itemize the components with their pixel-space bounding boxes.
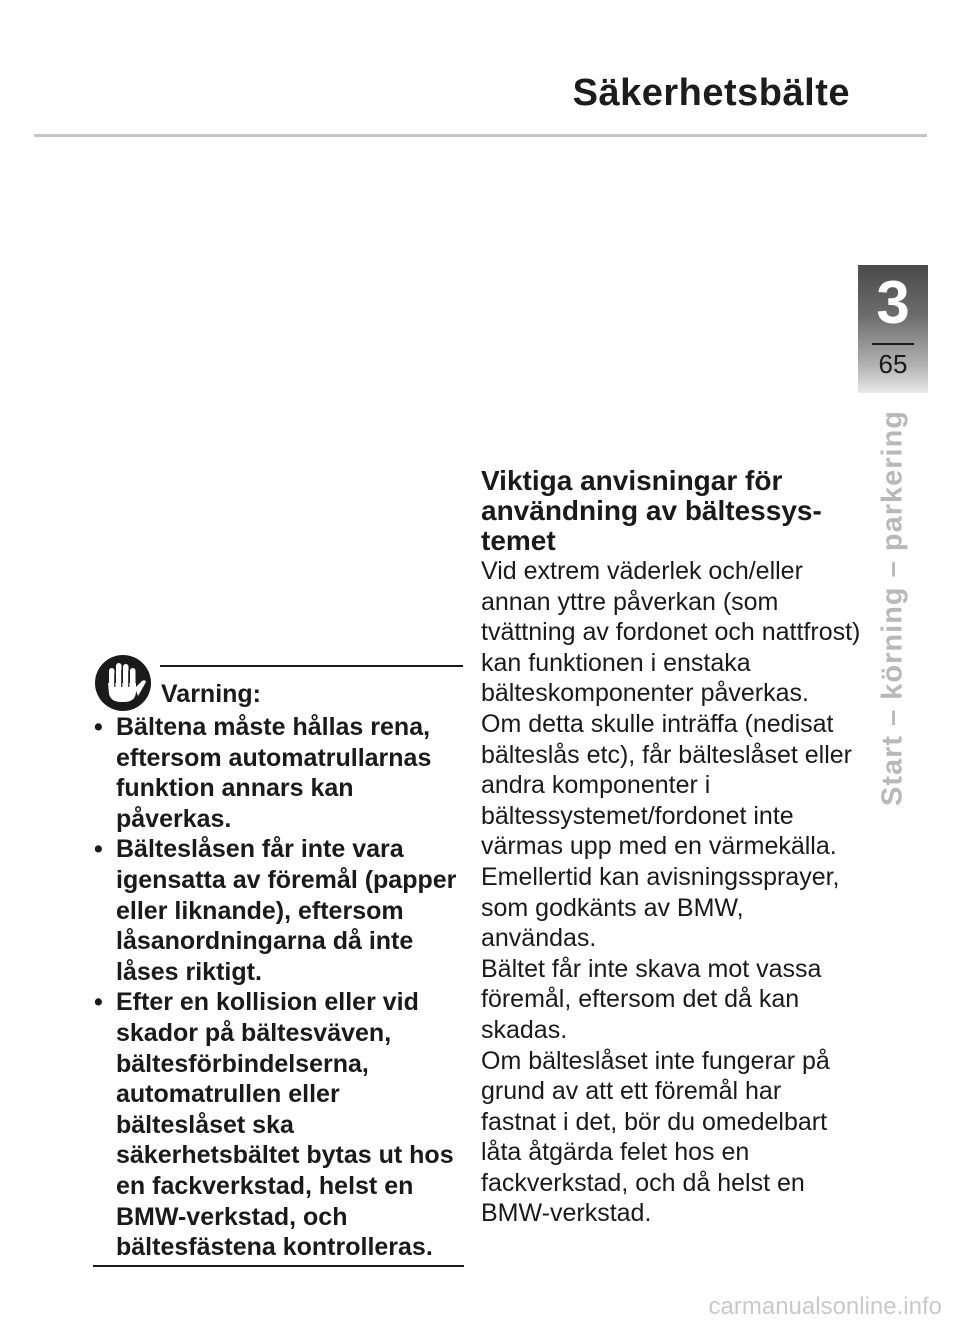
body-paragraph: Bältet får inte skava mot vassa föremål, eftersom det då kan skadas.: [481, 954, 822, 1044]
body-paragraph: Om detta skulle inträffa (nedisat bälteslås etc), får bälteslåset eller andra komponenter i bältessystemet/fordonet inte värmas upp med en värmekälla.: [481, 709, 853, 861]
section-body: [481, 556, 861, 1229]
warning-item: • Bälteslåsen får inte vara igensatta av föremål (papper eller liknande), eftersom låsanordningarna då inte låses riktigt.: [94, 834, 466, 987]
page-title: Säkerhetsbälte: [572, 72, 850, 114]
section-heading: Viktiga anvisningar för användning av bältessys-temet: [481, 465, 822, 556]
title-divider: [34, 134, 927, 137]
warning-list: [94, 712, 466, 1263]
page-number: 65: [878, 349, 908, 379]
warning-heading: Varning:: [161, 680, 262, 708]
side-chapter-label: Start – körning – parkering: [876, 409, 909, 807]
body-paragraph: Emellertid kan avisningssprayer, som godkänts av BMW, användas.: [481, 862, 840, 953]
watermark: carmanualsonline.info: [708, 1293, 942, 1320]
body-paragraph: Om bälteslåset inte fungerar på grund av att ett föremål har fastnat i det, bör du omedelbart låta åtgärda felet hos en fackverkstad, och då helst en BMW-verkstad.: [481, 1046, 830, 1228]
chapter-tab: [858, 265, 928, 393]
warning-bottom-rule: [93, 1265, 464, 1267]
instructions-section: [481, 466, 861, 1229]
stop-hand-icon: [94, 654, 152, 712]
body-paragraph: Vid extrem väderlek och/eller annan yttre påverkan (som tvättning av fordonet och nattfrost) kan funktionen i enstaka bälteskomponenter påverkas.: [481, 557, 861, 708]
chapter-divider: [872, 343, 914, 345]
warning-top-rule: [160, 665, 463, 667]
chapter-number: 3: [876, 269, 910, 336]
warning-item: • Bältena måste hållas rena, eftersom automatrullarnas funktion annars kan påverkas.: [94, 712, 466, 834]
warning-item: • Efter en kollision eller vid skador på bältesväven, bältesförbindelserna, automatrullen eller bälteslåset ska säkerhetsbältet bytas ut hos en fackverkstad, helst en BMW-verkstad, och bältesfästena kontrolleras.: [94, 987, 466, 1262]
